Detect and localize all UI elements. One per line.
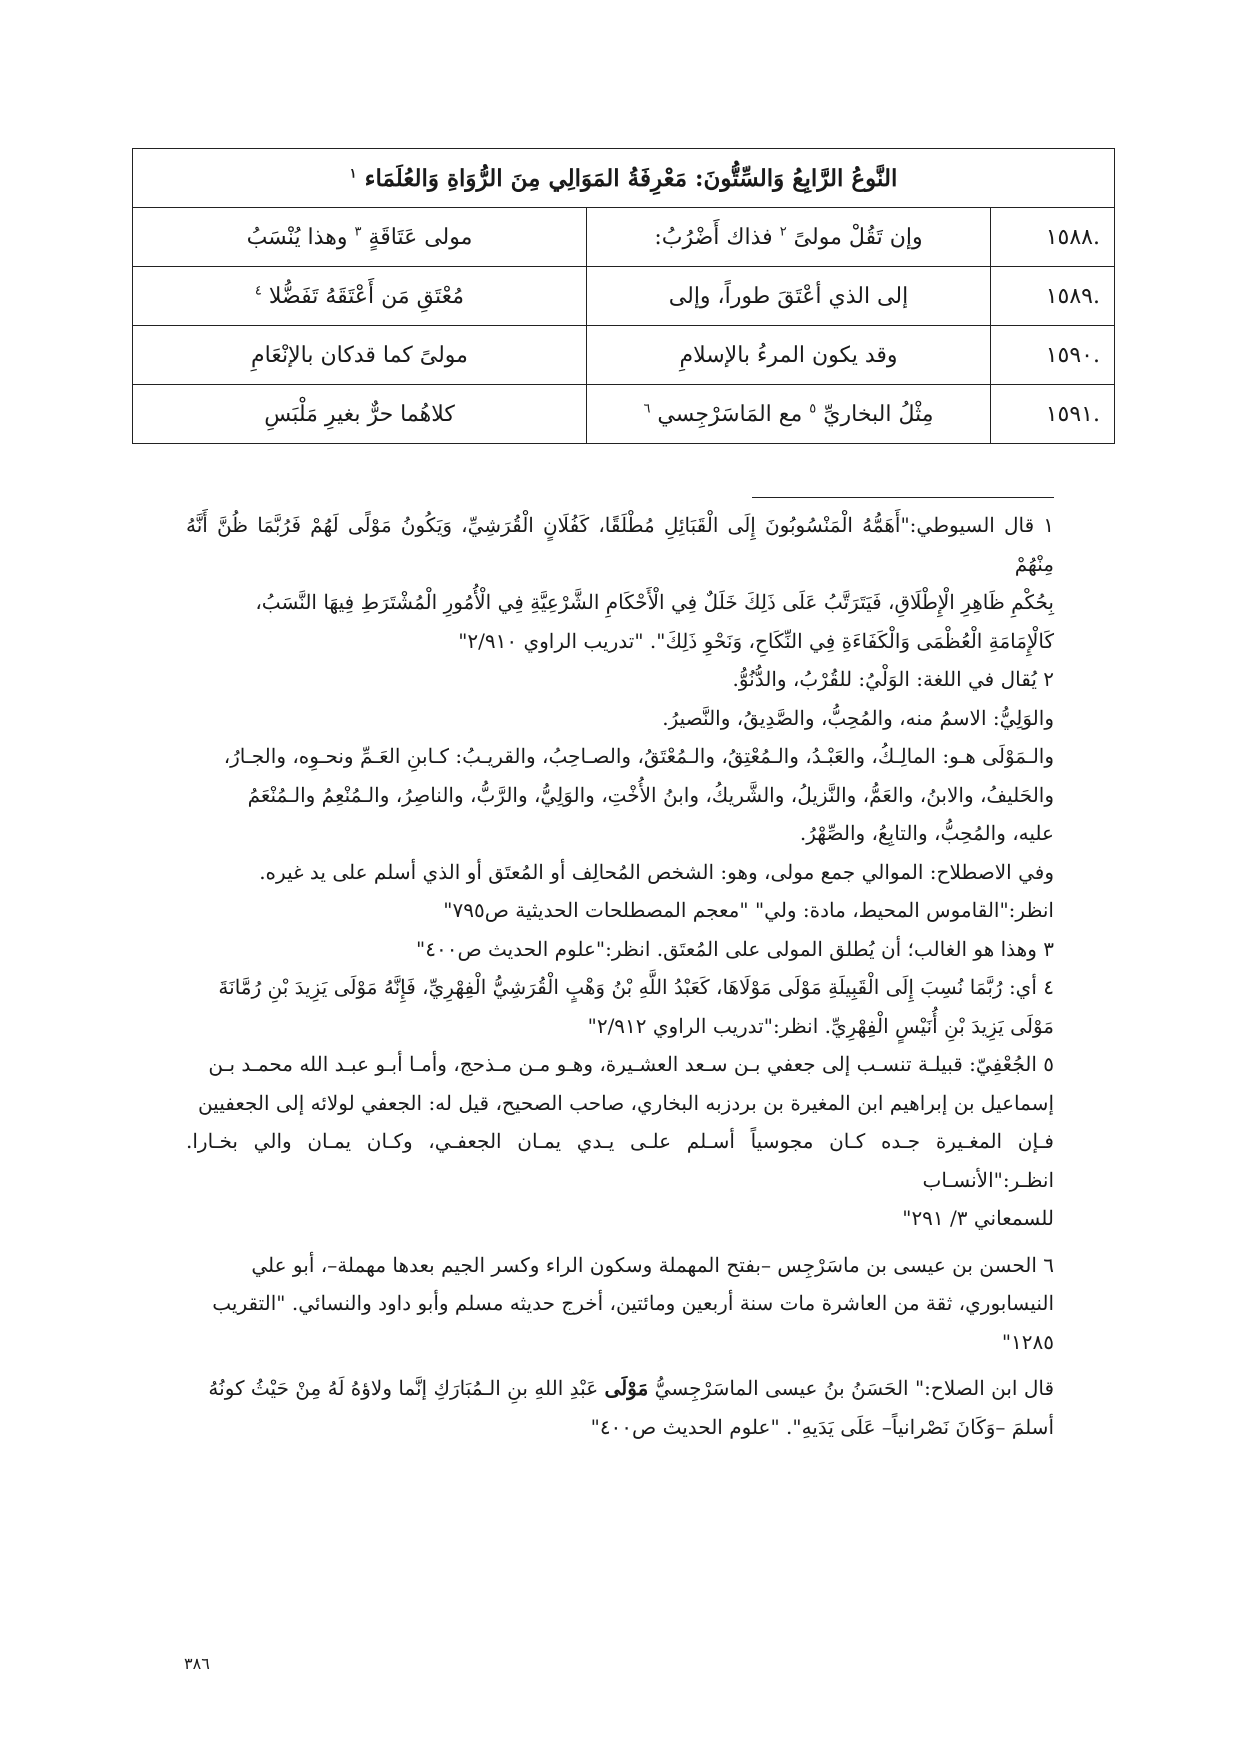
footnote-2-line: والحَليفُ، والابنُ، والعَمُّ، والنَّزيلُ، والشَّريكُ، وابنُ الأُخْتِ، والوَلِيُّ، والرَّبُّ، والناصِرُ، والـمُنْعِمُ والـمُنْعَمُ — [247, 782, 1054, 807]
verse-row — [133, 385, 1115, 444]
hemistich-text: وقد يكون المرءُ بالإسلامِ — [679, 342, 898, 368]
verse-row — [133, 208, 1115, 267]
page-number: ٣٨٦ — [184, 1654, 210, 1673]
footnote-ref: ٤ — [254, 283, 262, 299]
footnote-ref: ٢ — [779, 224, 787, 240]
quote-text: عَبْدِ اللهِ بنِ الـمُبَارَكِ إنَّما ولاؤهُ لَهُ مِنْ حَيْثُ كونُهُ — [208, 1376, 599, 1400]
footnote-ref: ٥ — [809, 401, 817, 417]
footnote-6-line: النيسابوري، ثقة من العاشرة مات سنة أربعين ومائتين، أخرج حديثه مسلم وأبو داود والنسائي. "التقريب — [212, 1291, 1054, 1315]
verse-number: .١٥٩٠ — [991, 326, 1115, 385]
verse-first-hemistich — [587, 326, 991, 385]
footnote-5-line: ٥ الجُعْفِيّ: قبيلـة تنسـب إلى جعفي بـن سـعد العشـيرة، وهـو مـن مـذحج، وأمـا أبـو عبـد الله محمـد بـن — [208, 1052, 1054, 1076]
verse-row — [133, 267, 1115, 326]
chapter-title-text: النَّوعُ الرَّابِعُ وَالسِّتُّونَ: مَعْرِفَةُ المَوَالِي مِنَ الرُّوَاةِ وَالعُلَمَاء — [364, 164, 898, 192]
hemistich-text: وهذا يُنْسَبُ — [246, 224, 348, 250]
hemistich-text: كلاهُما حرٌّ بغيرِ مَلْبَسِ — [264, 401, 455, 427]
hemistich-text: وإن تَقُلْ مولىً — [793, 224, 923, 250]
verse-second-hemistich — [133, 267, 587, 326]
footnote-5-line: للسمعاني ٣/ ٢٩١" — [902, 1206, 1054, 1230]
table-header-row — [133, 149, 1115, 208]
footnote-2-line: عليه، والمُحِبُّ، والتابِعُ، والصِّهْرُ. — [799, 821, 1054, 845]
hemistich-text: مع المَاسَرْجِسي — [657, 401, 803, 427]
footnotes — [186, 506, 1054, 1446]
verse-second-hemistich — [133, 326, 587, 385]
verse-first-hemistich — [587, 267, 991, 326]
verse-second-hemistich — [133, 385, 587, 444]
verse-first-hemistich — [587, 385, 991, 444]
verse-table — [132, 148, 1115, 444]
footnote-ref: ٦ — [643, 401, 651, 417]
verse-first-hemistich — [587, 208, 991, 267]
chapter-title — [133, 149, 1115, 208]
footnote-1-line: كَالْإِمَامَةِ الْعُظْمَى وَالْكَفَاءَةِ فِي النِّكَاحِ، وَنَحْوِ ذَلِكَ". "تدريب الراوي ٢/٩١٠" — [458, 628, 1054, 653]
hemistich-text: فذاك أَضْرُبُ: — [654, 224, 773, 250]
hemistich-text: مُعْتَقِ مَن أَعْتَقَهُ تَفَضُّلا — [268, 283, 465, 309]
verse-second-hemistich — [133, 208, 587, 267]
footnote-6-line: ١٢٨٥" — [1001, 1329, 1054, 1354]
footnote-separator — [752, 497, 1054, 498]
ibn-salah-quote-line — [186, 1369, 1054, 1408]
footnote-5-line: إسماعيل بن إبراهيم ابن المغيرة بن بردزبه البخاري، صاحب الصحيح، قيل له: الجعفي لولائه إلى الجعفيين — [197, 1090, 1054, 1115]
footnote-4-line: ٤ أي: رُبَّمَا نُسِبَ إِلَى الْقَبِيلَةِ مَوْلَى مَوْلَاهَا، كَعَبْدُ اللَّهِ بْنُ وَهْبٍ الْقُرَشِيُّ الْفِهْرِيِّ، فَإِنَّهُ مَوْلَى يَزِيدَ بْنِ رُمَّانَةَ — [218, 975, 1054, 999]
verse-number: .١٥٨٨ — [991, 208, 1115, 267]
footnote-6-line: ٦ الحسن بن عيسى بن ماسَرْجِس –بفتح المهملة وسكون الراء وكسر الجيم بعدها مهملة–، أبو علي — [251, 1252, 1054, 1277]
ibn-salah-quote-line: أسلمَ –وَكَانَ نَصْرانياً– عَلَى يَدَيهِ". "علوم الحديث ص٤٠٠" — [590, 1414, 1054, 1439]
footnote-5-line: فـإن المغـيرة جـده كـان مجوسياً أسـلم علـى يـدي يمـان الجعفـي، وكـان يمـان والي بخـارا. انظـر:"الأنسـاب — [186, 1129, 1054, 1192]
hemistich-text: مولى عَتَاقَةٍ — [368, 224, 473, 250]
footnote-1-line: ١ قال السيوطي:"أَهَمُّهُ الْمَنْسُوبُونَ إِلَى الْقَبَائِلِ مُطْلَقًا، كَفُلَانٍ الْقُرَشِيِّ، وَيَكُونُ مَوْلًى لَهُمْ فَرُبَّمَا ظُنَّ أَنَّهُ مِنْهُمْ — [186, 513, 1054, 576]
hemistich-text: إلى الذي أعْتَقَ طوراً، وإلى — [668, 283, 909, 309]
verse-number: .١٥٩١ — [991, 385, 1115, 444]
footnote-2-line: والـمَوْلَى هـو: المالِـكُ، والعَبْـدُ، والـمُعْتِقُ، والـمُعْتَقُ، والصـاحِبُ، والقريـبُ: كـابنِ العَـمِّ ونحـوِه، والجـارُ، — [223, 744, 1054, 768]
footnote-ref: ١ — [349, 165, 357, 181]
quote-text: قال ابن الصلاح:" الحَسَنُ بنُ عيسى الماسَرْجِسيُّ — [654, 1376, 1054, 1400]
footnote-2-line: انظر:"القاموس المحيط، مادة: ولي" "معجم المصطلحات الحديثية ص٧٩٥" — [443, 898, 1054, 922]
footnote-4-line: مَوْلَى يَزِيدَ بْنِ أُنَيْسٍ الْفِهْرِيِّ. انظر:"تدريب الراوي ٢/٩١٢" — [587, 1013, 1054, 1038]
footnote-1-line: بِحُكْمِ ظَاهِرِ الْإِطْلَاقِ، فَيَتَرَتَّبُ عَلَى ذَلِكَ خَلَلٌ فِي الْأَحْكَامِ الشَّرْعِيَّةِ فِي الْأُمُورِ الْمُشْتَرَطِ فِيهَا النَّسَبُ، — [255, 590, 1054, 614]
footnote-3: ٣ وهذا هو الغالب؛ أن يُطلق المولى على المُعتَق. انظر:"علوم الحديث ص٤٠٠" — [416, 936, 1054, 961]
verse-row — [133, 326, 1115, 385]
hemistich-text: مولىً كما قدكان بالإنْعَامِ — [251, 342, 468, 368]
footnote-ref: ٣ — [354, 224, 362, 240]
footnote-2-line: والوَلِيُّ: الاسمُ منه، والمُحِبُّ، والصَّدِيقُ، والنَّصيرُ. — [662, 705, 1054, 730]
footnote-2-line: ٢ يُقال في اللغة: الوَلْيُ: للقُرْبُ، والدُّنُوُّ. — [732, 667, 1054, 691]
quote-bold-word: مَوْلَى — [604, 1376, 649, 1400]
footnote-2-line: وفي الاصطلاح: الموالي جمع مولى، وهو: الشخص المُحالِف أو المُعتَق أو الذي أسلم على يد غيره. — [259, 859, 1054, 884]
hemistich-text: مِثْلُ البخاريِّ — [823, 401, 934, 427]
verse-number: .١٥٨٩ — [991, 267, 1115, 326]
